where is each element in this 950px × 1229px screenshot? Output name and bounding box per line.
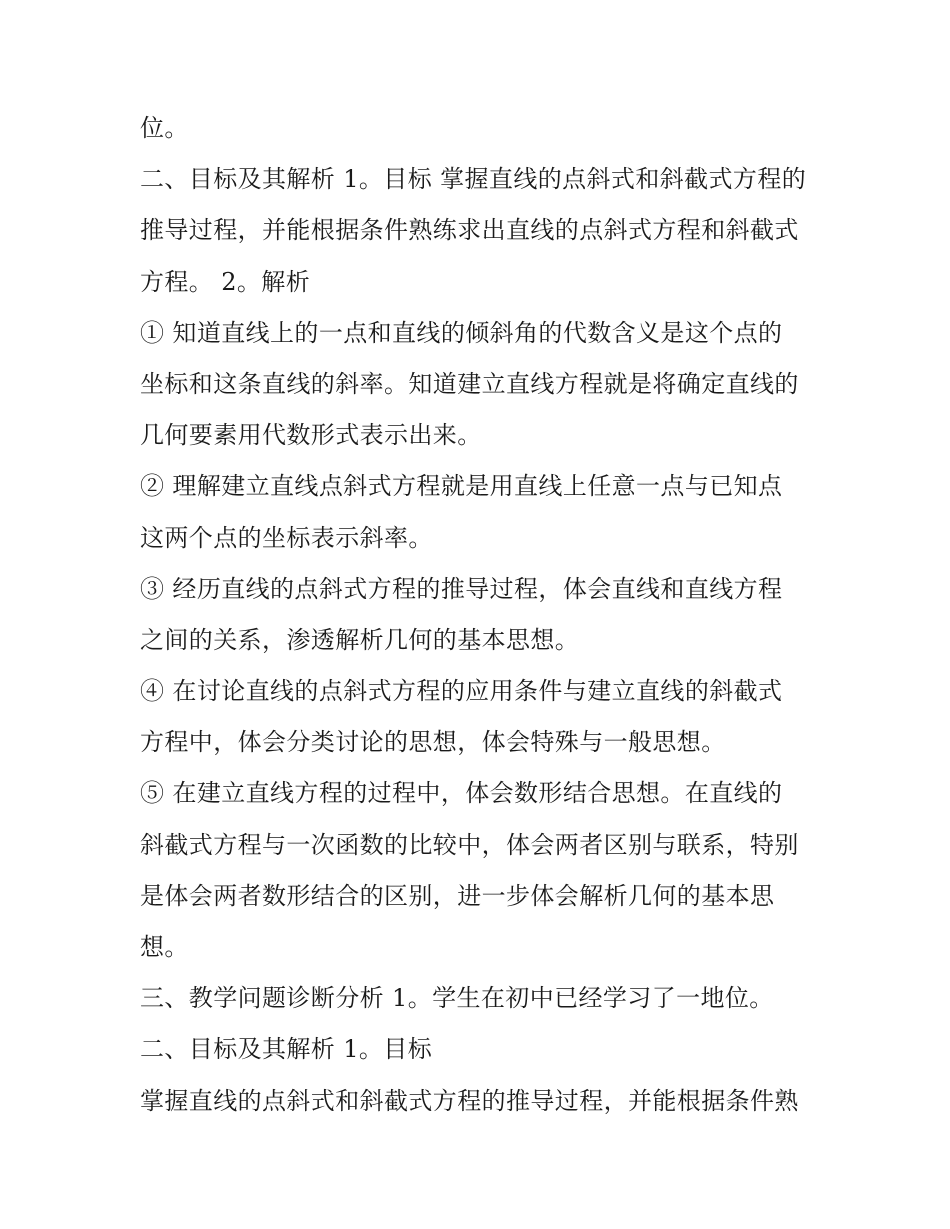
text-line: 推导过程，并能根据条件熟练求出直线的点斜式方程和斜截式	[140, 216, 799, 245]
text-line: 坐标和这条直线的斜率。知道建立直线方程就是将确定直线的	[140, 369, 799, 398]
text-line: 之间的关系，渗透解析几何的基本思想。	[140, 625, 580, 654]
text-line: 三、教学问题诊断分析 1。学生在初中已经学习了一地位。	[140, 984, 774, 1013]
text-line: 方程中，体会分类讨论的思想，体会特殊与一般思想。	[140, 728, 726, 757]
text-line: 二、目标及其解析 1。目标	[140, 1035, 433, 1064]
text-line: ⑤ 在建立直线方程的过程中，体会数形结合思想。在直线的	[140, 779, 783, 808]
text-line: 掌握直线的点斜式和斜截式方程的推导过程，并能根据条件熟	[140, 1086, 799, 1115]
text-line: 想。	[140, 933, 189, 961]
text-line: ① 知道直线上的一点和直线的倾斜角的代数含义是这个点的	[140, 318, 783, 347]
text-line: ③ 经历直线的点斜式方程的推导过程，体会直线和直线方程	[140, 574, 783, 603]
text-line: ② 理解建立直线点斜式方程就是用直线上任意一点与已知点	[140, 472, 783, 501]
text-line: 斜截式方程与一次函数的比较中，体会两者区别与联系，特别	[140, 830, 799, 859]
text-line: 几何要素用代数形式表示出来。	[140, 421, 482, 450]
text-line: 方程。 2。解析	[140, 267, 311, 296]
document-body	[140, 103, 820, 1127]
text-line: 是体会两者数形结合的区别，进一步体会解析几何的基本思	[140, 881, 775, 910]
text-line: ④ 在讨论直线的点斜式方程的应用条件与建立直线的斜截式	[140, 677, 783, 706]
text-line: 二、目标及其解析 1。目标 掌握直线的点斜式和斜截式方程的	[140, 165, 807, 194]
text-line: 位。	[140, 114, 189, 142]
text-line: 这两个点的坐标表示斜率。	[140, 523, 433, 552]
